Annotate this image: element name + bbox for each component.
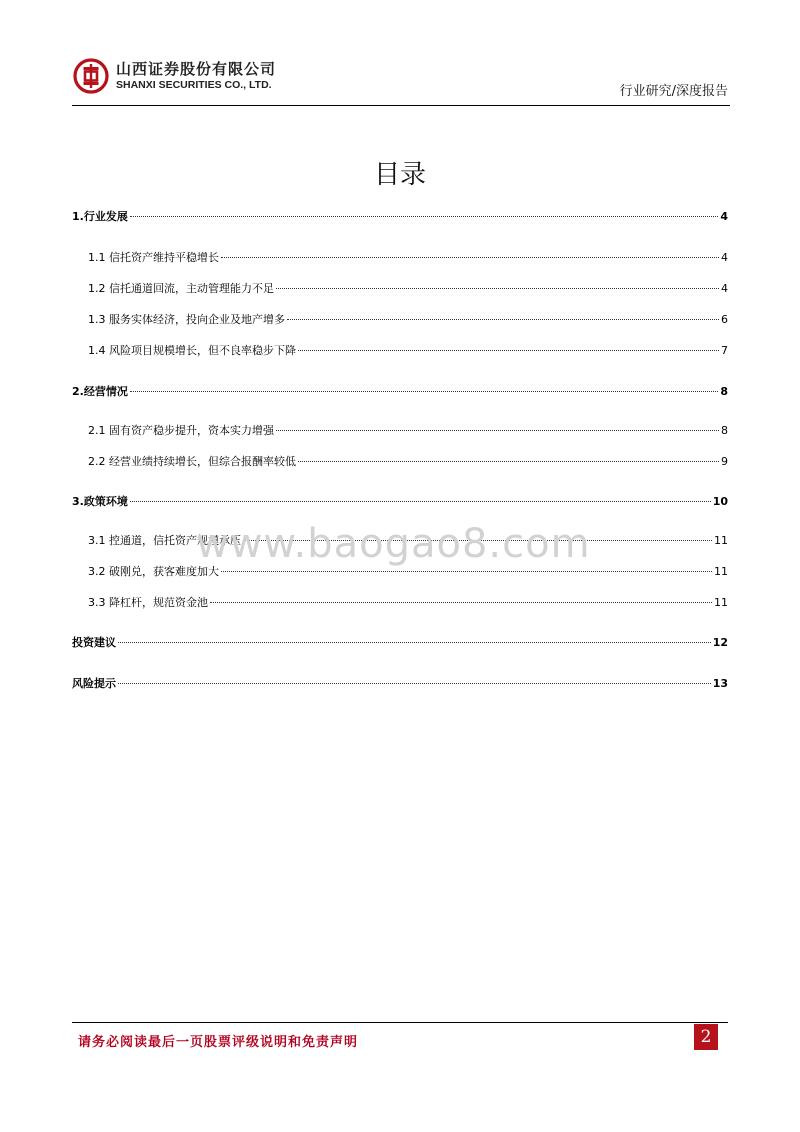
toc-entry-page: 8 [720, 385, 728, 398]
report-type: 行业研究/深度报告 [619, 84, 728, 99]
company-name-en: SHANXI SECURITIES CO., LTD. [116, 79, 272, 91]
toc-leader-dots [118, 672, 711, 684]
toc-entry-label: 3.2 破刚兑，获客难度加大 [88, 565, 219, 578]
toc-entry-page: 11 [714, 534, 728, 547]
toc-entry-label: 1.1 信托资产维持平稳增长 [88, 251, 219, 264]
toc-entry-label: 1.4 风险项目规模增长，但不良率稳步下降 [88, 344, 296, 357]
toc-entry[interactable] [72, 453, 728, 469]
toc-title: 目录 [373, 160, 426, 190]
toc-entry-label: 2.1 固有资产稳步提升，资本实力增强 [88, 424, 274, 437]
toc-entry-label: 投资建议 [72, 636, 116, 649]
toc-entry-label: 风险提示 [72, 677, 116, 690]
toc-leader-dots [130, 490, 711, 502]
toc-leader-dots [287, 308, 719, 320]
toc-entry[interactable] [72, 280, 728, 296]
toc-leader-dots [298, 339, 719, 351]
toc-entry-page: 9 [721, 455, 728, 468]
toc-entry-page: 13 [712, 677, 728, 690]
watermark: www.baogao8.com [196, 521, 591, 567]
shanxi-securities-logo-icon [73, 58, 109, 94]
toc-entry-label: 3.3 降杠杆，规范资金池 [88, 596, 208, 609]
company-name-cn: 山西证券股份有限公司 [116, 60, 277, 78]
toc-entry[interactable] [72, 422, 728, 438]
toc-entry[interactable] [72, 594, 728, 610]
header-divider [72, 105, 730, 106]
toc-entry-label: 1.2 信托通道回流，主动管理能力不足 [88, 282, 274, 295]
toc-leader-dots [130, 205, 719, 217]
toc-entry[interactable] [72, 208, 728, 224]
toc-entry-page: 8 [721, 424, 728, 437]
footer-divider [72, 1022, 728, 1023]
toc-entry-page: 11 [714, 565, 728, 578]
toc-entry[interactable] [72, 493, 728, 509]
toc-leader-dots [276, 419, 719, 431]
toc-entry-page: 11 [714, 596, 728, 609]
toc-entry-label: 1.3 服务实体经济，投向企业及地产增多 [88, 313, 285, 326]
toc-entry-page: 10 [712, 495, 728, 508]
toc-entry-label: 2.2 经营业绩持续增长，但综合报酬率较低 [88, 455, 296, 468]
toc-entry-page: 12 [712, 636, 728, 649]
toc-entry-page: 7 [721, 344, 728, 357]
toc-entry-label: 2.经营情况 [72, 385, 128, 398]
toc-leader-dots [298, 450, 719, 462]
toc-entry-label: 3.政策环境 [72, 495, 128, 508]
toc-entry[interactable] [72, 342, 728, 358]
toc-entry-label: 1.行业发展 [72, 210, 128, 223]
page-number-badge: 2 [694, 1024, 718, 1050]
toc-entry-page: 4 [721, 282, 728, 295]
toc-entry-page: 4 [720, 210, 728, 223]
toc-leader-dots [130, 380, 719, 392]
toc-entry[interactable] [72, 675, 728, 691]
toc-leader-dots [276, 277, 719, 289]
toc-entry-label: 3.1 控通道，信托资产规模承压 [88, 534, 241, 547]
toc-leader-dots [221, 246, 719, 258]
toc-leader-dots [118, 631, 711, 643]
toc-entry[interactable] [72, 383, 728, 399]
toc-entry[interactable] [72, 311, 728, 327]
toc-entry-page: 4 [721, 251, 728, 264]
footer-disclaimer: 请务必阅读最后一页股票评级说明和免责声明 [78, 1035, 359, 1050]
toc-leader-dots [210, 591, 712, 603]
toc-entry[interactable] [72, 634, 728, 650]
toc-entry-page: 6 [721, 313, 728, 326]
toc-entry[interactable] [72, 249, 728, 265]
